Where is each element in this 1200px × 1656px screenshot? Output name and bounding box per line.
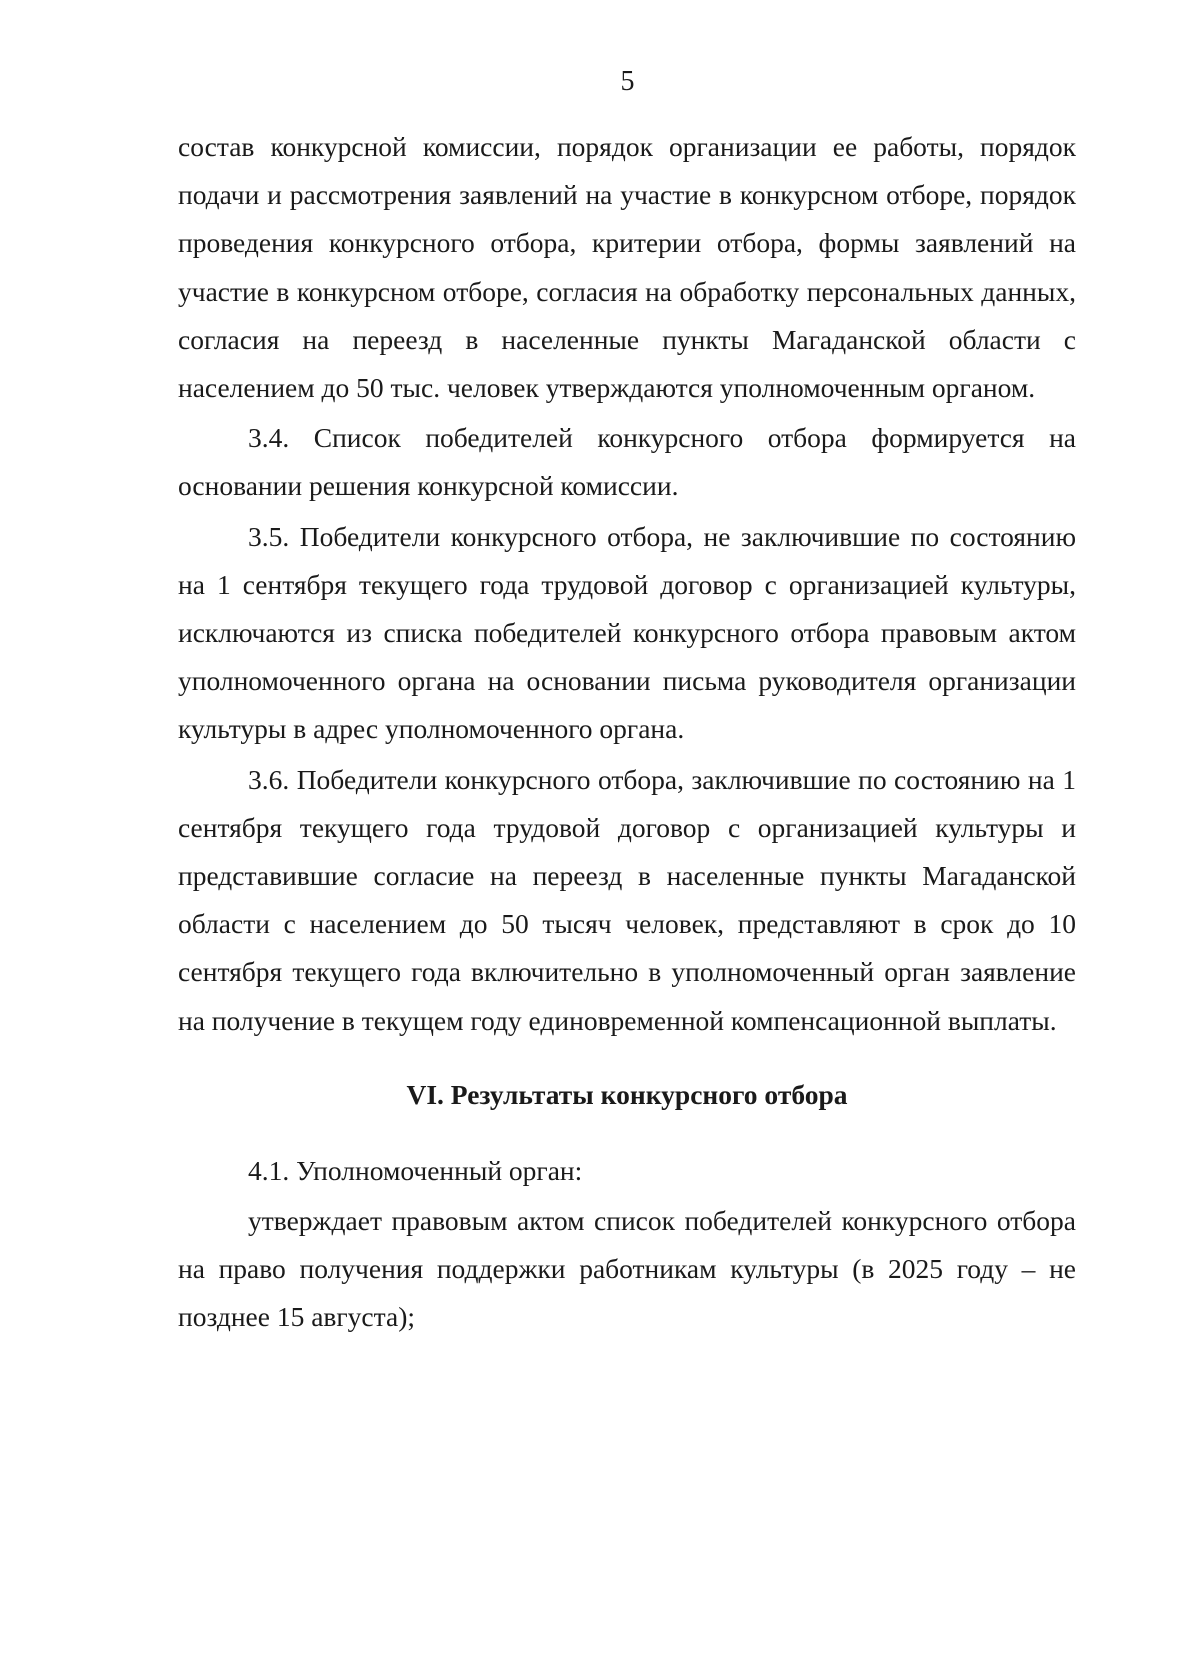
paragraph-3-6: 3.6. Победители конкурсного отбора, заключившие по состоянию на 1 сентября текущего года трудовой договор с организацией культуры и представившие согласие на переезд в населенные пункты Магаданской области с населением до 50 тысяч человек, представляют в срок до 10 сентября текущего года включительно в уполномоченный орган заявление на получение в текущем году единовременной компенсационной выплаты.	[178, 763, 1076, 1036]
paragraph-composition-commission: состав конкурсной комиссии, порядок организации ее работы, порядок подачи и рассмотрения заявлений на участие в конкурсном отборе, порядок проведения конкурсного отбора, критерии отбора, формы заявлений на участие в конкурсном отборе, согласия на обработку персональных данных, согласия на переезд в населенные пункты Магаданской области с населением до 50 тыс. человек утверждаются уполномоченным органом.	[178, 131, 1076, 404]
paragraph-4-1: 4.1. Уполномоченный орган:	[248, 1154, 583, 1186]
page-number: 5	[620, 66, 635, 97]
paragraph-3-4: 3.4. Список победителей конкурсного отбора формируется на основании решения конкурсной комиссии.	[178, 422, 1076, 502]
paragraph-3-5: 3.5. Победители конкурсного отбора, не заключившие по состоянию на 1 сентября текущего года трудовой договор с организацией культуры, исключаются из списка победителей конкурсного отбора правовым актом уполномоченного органа на основании письма руководителя организации культуры в адрес уполномоченного органа.	[178, 520, 1076, 745]
document-body	[178, 123, 1076, 1342]
section-heading: VI. Результаты конкурсного отбора	[406, 1078, 848, 1110]
paragraph-approves-list: утверждает правовым актом список победителей конкурсного отбора на право получения поддержки работникам культуры (в 2025 году – не позднее 15 августа);	[178, 1205, 1076, 1333]
